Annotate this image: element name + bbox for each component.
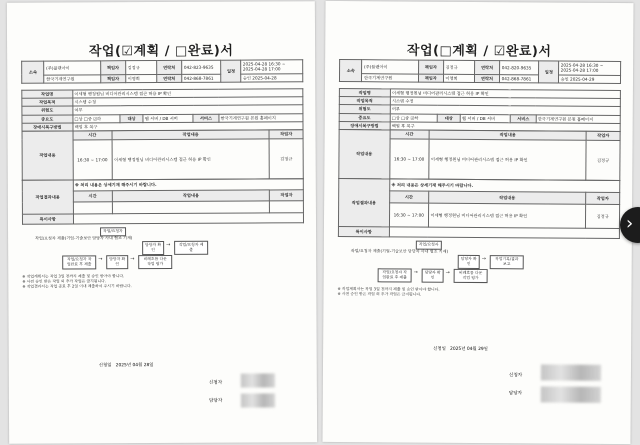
redacted-signature	[241, 393, 275, 407]
redacted-signature	[241, 373, 275, 387]
work-info-table: 작업명 이세형 행정원님 비디어관리시스템 접근 허용 IP 확인 작업목적 시스템 수정 위험도 여부 중요도 □상 □중 ☑하 대상 웹 서버 / DB 서버 서비스 한국기계연구원 본원 홈페이지 장애시복구방법 백업 후 복구	[339, 88, 621, 132]
approver-label: 담당자	[208, 398, 223, 404]
application-date: 신청일 2025년 04월 28일	[98, 363, 154, 369]
footnotes: ※ 작업계획서는 작업 3일 전까지 제출 및 승인 받아야 합니다. ※ 사전 승인 받은 작업 외 추가 작업은 금지됩니다.	[337, 286, 440, 297]
applicant-label: 신청자	[208, 380, 223, 386]
workflow-diagram: 작업/요청자 작업/요청자 제출(기업-기술보안 담당자 사내 협조 기재) 담당자 확인 → 작업기록/결과 보고 작업/요청자 작업완료 후 제출 → 담당자 확인 → 비례흐름 다운 작업 평가	[338, 240, 620, 286]
chevron-right-icon: ›	[626, 213, 634, 234]
document-page-plan	[7, 1, 317, 444]
redacted-signature	[541, 364, 601, 380]
document-body	[21, 59, 304, 289]
workflow-diagram: 작업/요청자 작업/요청자 제출(기업-기술보안 담당자 사내 협조 기재) 담당자 확인 → 작업/요청자 제출 작업/요청자 작업완료 후 제출 → 담당자 확인 → 비례흐름 다운 작업 평가	[22, 226, 304, 271]
redacted-signature	[541, 386, 601, 402]
page-title: 작업(☑계획 / □완료)서	[88, 43, 234, 60]
result-table: 작업결과내용 ※ 처리 내용은 상세기재 해주시기 바랍니다. 시간 작업내용 작업자 특이사항	[22, 178, 304, 224]
header-table: 소속 (주)플랜아이 책임자 김정규 연락처 042-823-9635 일정 2025-04-28 16:30 ~ 2025-04-28 17:00 한국기계연구원 책임자 이영희 연락처 042-868-7861 승인 2025-04-28	[21, 59, 303, 83]
document-body	[337, 59, 621, 298]
application-date: 신청일 2025년 04월 29일	[433, 346, 488, 353]
result-table: 작업결과내용 ※ 처리 내용은 상세기재 해주시기 바랍니다. 시간 작업내용 작업자 16:30 ~ 17:00 이세형 행정원님 비디어관리시스템 접근 허용 IP 확인 김정규 특이사항	[338, 178, 620, 239]
applicant-label: 신청자	[508, 373, 523, 379]
approver-label: 담당자	[508, 391, 523, 397]
work-info-table: 작업명 이세형 행정원님 비디어관리시스템 접근 허용 IP 확인 작업목적 시스템 수정 위험도 여부 중요도 □상 □중 ☑하 대상 웹 서버 / DB 서버 서비스 한국기계연구원 본원 홈페이지 장애시복구방법 백업 후 복구	[21, 88, 303, 132]
header-table: 소속 (주)플랜아이 책임자 김정규 연락처 042-820-9635 일정 2025-04-28 16:30 ~ 2025-04-28 17:00 한국기계연구원 책임자 이영희 연락처 042-868-7861 승인 2025-04-29	[339, 59, 621, 84]
page-title: 작업(□계획 / ☑완료)서	[406, 43, 552, 60]
document-page-complete	[322, 1, 633, 444]
plan-table: 작업내용 시간 작업내용 작업자 16:30 ~ 17:00 이세형 행정원님 비디어관리시스템 접근 허용 IP 확인 김정규	[22, 130, 304, 181]
plan-table: 작업내용 시간 작업내용 작업자 16:30 ~ 17:00 이세형 행정원님 비디어관리시스템 접근 허용 IP 확인 김정규	[338, 129, 620, 180]
footnotes: ※ 작업계획서는 작업 3일 전까지 제출 및 승인 받아야 합니다. ※ 사전 승인 받은 작업 외 추가 작업은 금지됩니다. ※ 작업결과서는 작업 종료 후 2일 이내 제출하여 주시기 바랍니다.	[22, 273, 132, 290]
